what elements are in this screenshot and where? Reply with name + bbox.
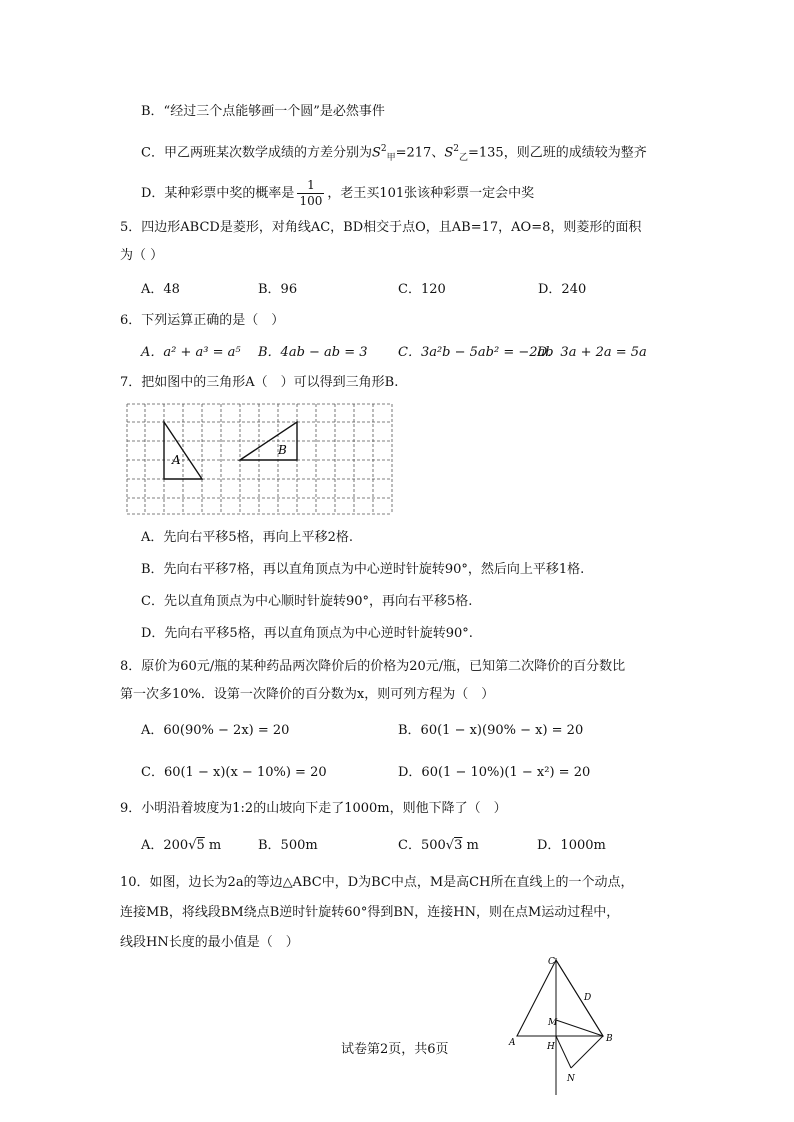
label-d: D	[584, 993, 592, 1003]
q7-option-b: B．先向右平移7格，再以直角顶点为中心逆时针旋转90°，然后向上平移1格.	[141, 562, 585, 577]
q6-option-d: D．3a + 2a = 5a	[537, 345, 647, 360]
label-n: N	[567, 1074, 575, 1084]
label-a: A	[509, 1038, 516, 1048]
q8-stem-line2: 第一次多10%．设第一次降价的百分数为x，则可列方程为（ ）	[120, 687, 495, 702]
q5-option-d: D．240	[538, 282, 587, 297]
q4-option-d: D．某种彩票中奖的概率是 $\frac{1}{100}$ ，老王买101张该种彩票一定会中奖	[141, 178, 535, 208]
q5-stem-line2: 为（ ）	[120, 248, 164, 263]
q9-option-c: C．500√3 m	[398, 838, 479, 853]
q5-stem-line1: 5．四边形ABCD是菱形，对角线AC，BD相交于点O，且AB=17，AO=8，则菱形的面积	[120, 220, 642, 235]
q10-stem-line2: 连接MB，将线段BM绕点B逆时针旋转60°得到BN，连接HN，则在点M运动过程中，	[120, 905, 620, 920]
q8-stem-line1: 8．原价为60元/瓶的某种药品两次降价后的价格为20元/瓶，已知第二次降价的百分数比	[120, 659, 626, 674]
q9-option-b: B．500m	[258, 838, 318, 853]
q10-stem-line1: 10．如图，边长为2a的等边△ABC中，D为BC中点，M是高CH所在直线上的一个动点，	[120, 875, 634, 890]
q7-option-a: A．先向右平移5格，再向上平移2格.	[141, 530, 354, 545]
triangle-a-label: A	[172, 453, 181, 467]
q4-option-c-prefix: C．甲乙两班某次数学成绩的方差分别为	[141, 145, 372, 161]
q9-option-d: D．1000m	[537, 838, 606, 853]
page-footer: 试卷第2页，共6页	[341, 1042, 449, 1057]
label-c: C	[548, 957, 555, 967]
q6-option-a: A．a² + a³ = a⁵	[141, 345, 241, 360]
sqrt-symbol: √	[445, 838, 455, 853]
label-h: H	[547, 1042, 555, 1052]
q8-option-b: B．60(1 − x)(90% − x) = 20	[398, 723, 584, 738]
label-b: B	[606, 1034, 613, 1044]
q8-option-d: D．60(1 − 10%)(1 − x²) = 20	[398, 765, 591, 780]
q6-option-c: C．3a²b − 5ab² = −2ab	[398, 345, 554, 360]
label-m: M	[548, 1018, 558, 1028]
q9-option-a: A．200√5 m	[141, 838, 222, 853]
q5-option-b: B．96	[258, 282, 298, 297]
q8-option-c: C．60(1 − x)(x − 10%) = 20	[141, 765, 327, 780]
q10-stem-line3: 线段HN长度的最小值是（ ）	[120, 935, 299, 950]
sqrt-symbol: √	[188, 838, 197, 853]
q7-grid-lines	[127, 404, 392, 514]
q7-stem: 7．把如图中的三角形A（ ）可以得到三角形B.	[120, 375, 399, 390]
triangle-b-label: B	[278, 443, 287, 457]
q8-option-a: A．60(90% − 2x) = 20	[141, 723, 290, 738]
q7-option-c: C．先以直角顶点为中心顺时针旋转90°，再向右平移5格.	[141, 594, 473, 609]
q5-option-a: A．48	[141, 282, 180, 297]
q4-option-c: C．甲乙两班某次数学成绩的方差分别为$S^2_甲=217$、$S^2_乙=135$，则乙班的成绩较为整齐	[141, 144, 647, 163]
q6-stem: 6．下列运算正确的是（ ）	[120, 313, 285, 328]
q4-option-b: B．“经过三个点能够画一个圆”是必然事件	[141, 104, 385, 119]
q7-grid-figure	[125, 402, 395, 517]
q9-stem: 9．小明沿着坡度为1:2的山坡向下走了1000m，则他下降了（ ）	[120, 801, 507, 816]
q10-geometry-figure	[505, 950, 625, 1100]
q4-probability-fraction: $\frac{1}{100}$	[299, 178, 323, 208]
q5-option-c: C．120	[398, 282, 446, 297]
q6-option-b: B．4ab − ab = 3	[258, 345, 368, 360]
q7-option-d: D．先向右平移5格，再以直角顶点为中心逆时针旋转90°.	[141, 626, 473, 641]
